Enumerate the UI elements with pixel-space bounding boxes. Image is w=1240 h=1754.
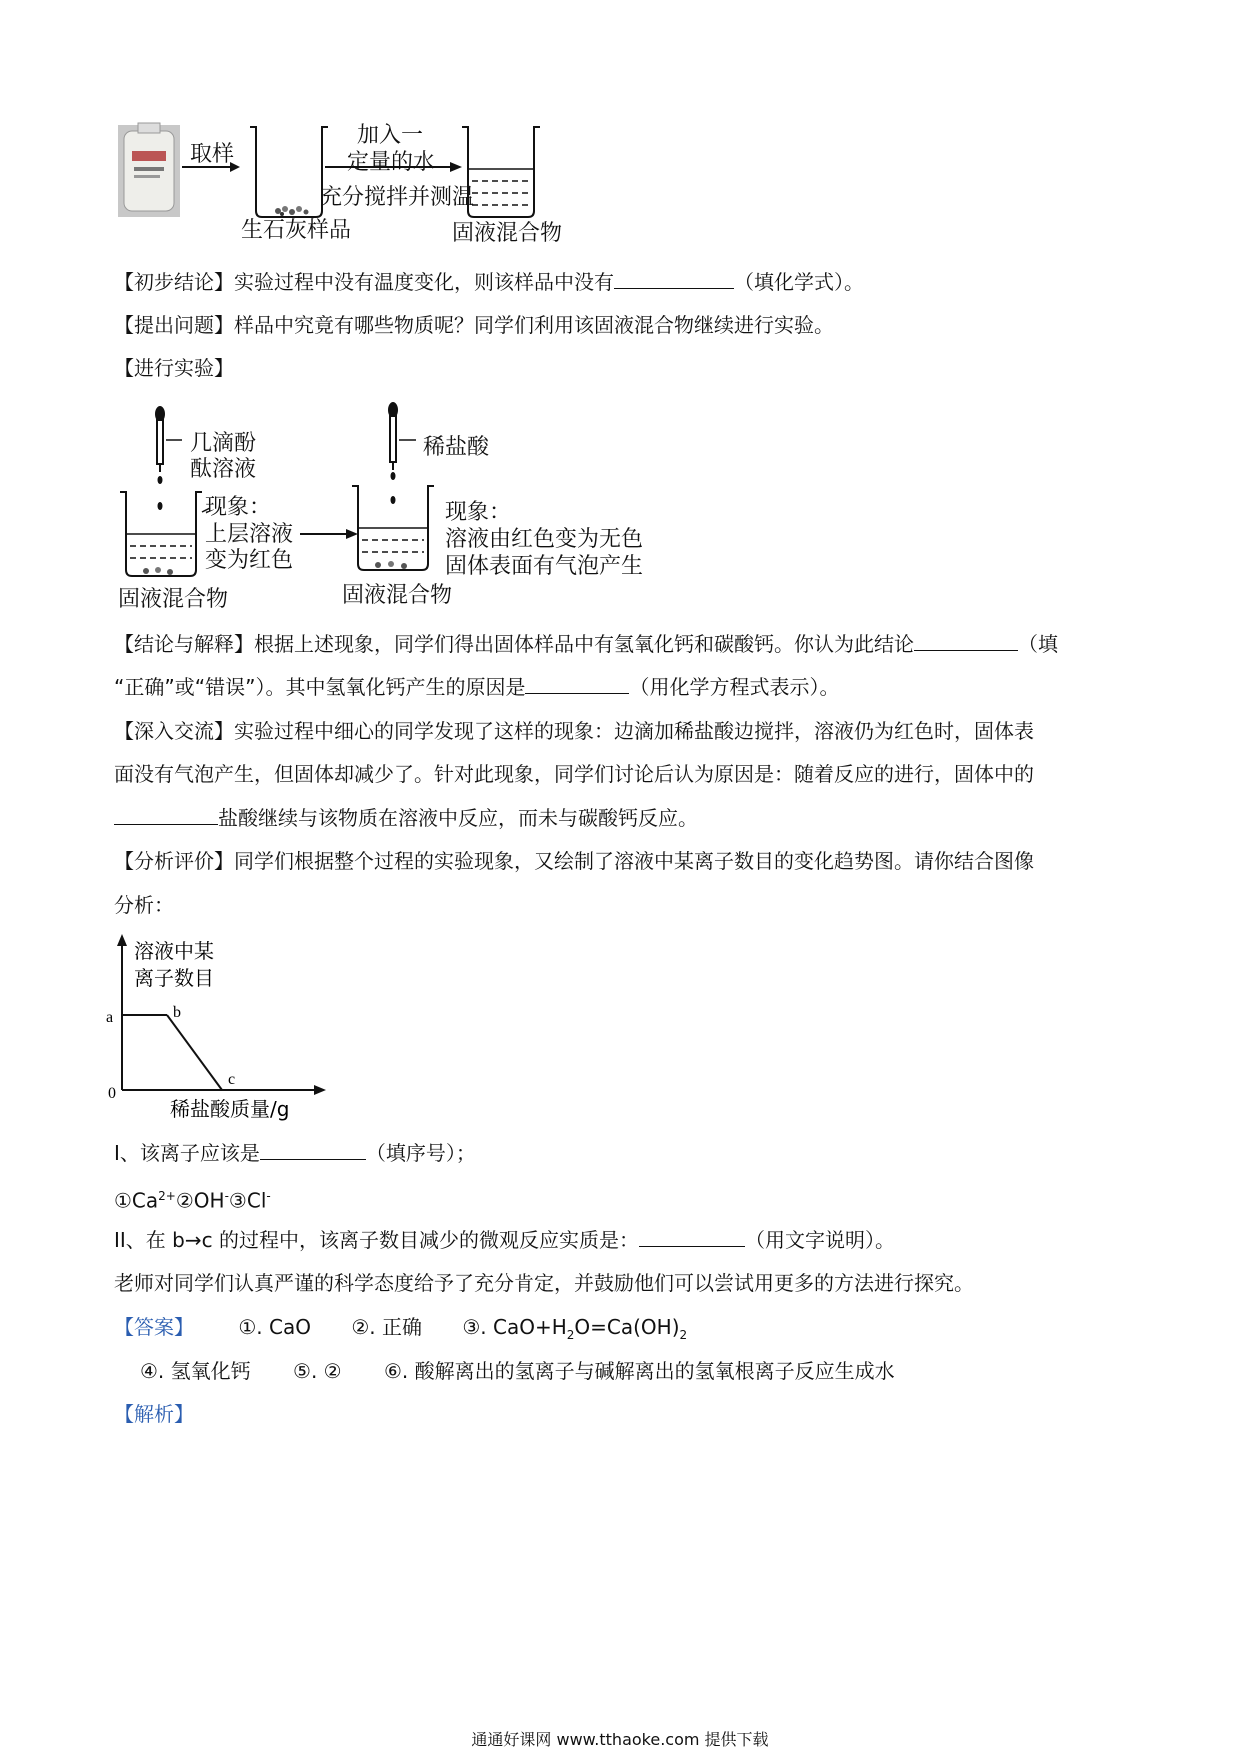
y-axis <box>117 934 127 1090</box>
analysis-line2: 分析： <box>114 893 174 917</box>
discussion-line3: 盐酸继续与该物质在溶液中反应，而未与碳酸钙反应。 <box>114 804 698 832</box>
mixture-beaker-label: 固液混合物 <box>452 221 563 246</box>
answer-3: ③. $CaO+H_2O=Ca(OH)_2$ <box>462 1315 688 1342</box>
phenomenon1-line2: 变为红色 <box>205 548 294 573</box>
x-axis-label: 稀盐酸质量/g <box>170 1097 290 1121</box>
answer-line2 <box>140 1357 895 1385</box>
add-water-label-2: 定量的水 <box>347 150 436 175</box>
answer-blank-5[interactable] <box>260 1139 366 1160</box>
y-tick-label-a: a <box>106 1009 114 1026</box>
mixture2-label: 固液混合物 <box>342 583 453 608</box>
answer-2: ②. 正确 <box>351 1315 422 1339</box>
footer: 通通好课网 www.tthaoke.com 提供下载 <box>471 1730 769 1749</box>
question-1-options: $①Ca^{2+}②OH^-③Cl^-$ <box>114 1188 271 1213</box>
answer-6: ⑥. 酸解离出的氢离子与碱解离出的氢氧根离子反应生成水 <box>383 1359 895 1383</box>
analysis-line1: 【分析评价】同学们根据整个过程的实验现象，又绘制了溶液中某离子数目的变化趋势图。请你结合图像 <box>114 849 1034 873</box>
x-axis <box>122 1085 326 1095</box>
answer-blank-3[interactable] <box>525 673 629 694</box>
experiment-heading: 【进行实验】 <box>114 356 234 380</box>
teacher-note: 老师对同学们认真严谨的科学态度给予了充分肯定，并鼓励他们可以尝试用更多的方法进行探究。 <box>114 1271 974 1295</box>
discussion-line1: 【深入交流】实验过程中细心的同学发现了这样的现象：边滴加稀盐酸边搅拌，溶液仍为红色时，固体表 <box>114 719 1034 743</box>
answer-1: ①. CaO <box>238 1315 311 1339</box>
beaker-mixture-1 <box>120 492 202 576</box>
analysis-tag: 【解析】 <box>114 1402 194 1426</box>
lime-bag-image <box>118 123 180 217</box>
answer-blank-4[interactable] <box>114 804 218 825</box>
phenomenon1-line1: 上层溶液 <box>205 522 294 547</box>
question-1: I、该离子应该是 （填序号）； <box>114 1141 476 1165</box>
chart-segment-2 <box>167 1015 222 1090</box>
answer-blank-2[interactable] <box>914 630 1018 651</box>
conclusion-line2: “正确”或“错误”）。其中氢氧化钙产生的原因是 （用化学方程式表示）。 <box>114 675 840 699</box>
answer-5: ⑤. ② <box>293 1359 342 1383</box>
hydrochloric-acid-label: 稀盐酸 <box>423 435 490 460</box>
answer-blank-6[interactable] <box>639 1226 745 1247</box>
phenomenon2-line2: 固体表面有气泡产生 <box>445 554 644 579</box>
point-label-b: b <box>173 1004 181 1021</box>
conclusion-line1: 【结论与解释】根据上述现象，同学们得出固体样品中有氢氧化钙和碳酸钙。你认为此结论 （填 <box>114 632 1058 656</box>
take-sample-label: 取样 <box>190 142 235 167</box>
answer-tag: 【答案】 <box>114 1315 194 1339</box>
y-axis-label-2: 离子数目 <box>134 966 214 990</box>
sample-beaker-label: 生石灰样品 <box>241 218 352 243</box>
ion-count-chart-svg <box>100 930 340 1130</box>
add-water-label-1: 加入一 <box>357 123 424 148</box>
phenolphthalein-label-2: 酞溶液 <box>190 457 257 482</box>
answer-4: ④. 氢氧化钙 <box>140 1359 251 1383</box>
preliminary-conclusion: 【初步结论】实验过程中没有温度变化，则该样品中没有 （填化学式）。 <box>114 270 864 294</box>
stir-measure-label: 充分搅拌并测温 <box>320 185 475 210</box>
point-label-c: c <box>228 1071 236 1088</box>
raise-question: 【提出问题】样品中究竟有哪些物质呢？同学们利用该固液混合物继续进行实验。 <box>114 313 834 337</box>
phenomenon2-title: 现象： <box>445 500 512 525</box>
phenomenon2-line1: 溶液由红色变为无色 <box>445 527 644 552</box>
dropper-phenolphthalein <box>155 406 182 484</box>
question-2: II、在 b→c 的过程中，该离子数目减少的微观反应实质是： （用文字说明）。 <box>114 1228 895 1252</box>
mixture1-label: 固液混合物 <box>118 587 229 612</box>
answer-line1 <box>114 1313 687 1349</box>
phenomenon1-title: 现象： <box>205 495 272 520</box>
beaker-mixture-2 <box>352 486 434 570</box>
ion-count-chart <box>100 930 340 1130</box>
y-axis-label-1: 溶液中某 <box>134 939 214 963</box>
origin-label: 0 <box>108 1085 116 1102</box>
dropper-hydrochloric-acid <box>388 402 416 480</box>
phenolphthalein-label-1: 几滴酚 <box>190 431 257 456</box>
beaker-sample <box>250 127 328 217</box>
discussion-line2: 面没有气泡产生，但固体却减少了。针对此现象，同学们讨论后认为原因是：随着反应的进行，固体中的 <box>114 762 1034 786</box>
answer-blank-1[interactable] <box>614 268 734 289</box>
